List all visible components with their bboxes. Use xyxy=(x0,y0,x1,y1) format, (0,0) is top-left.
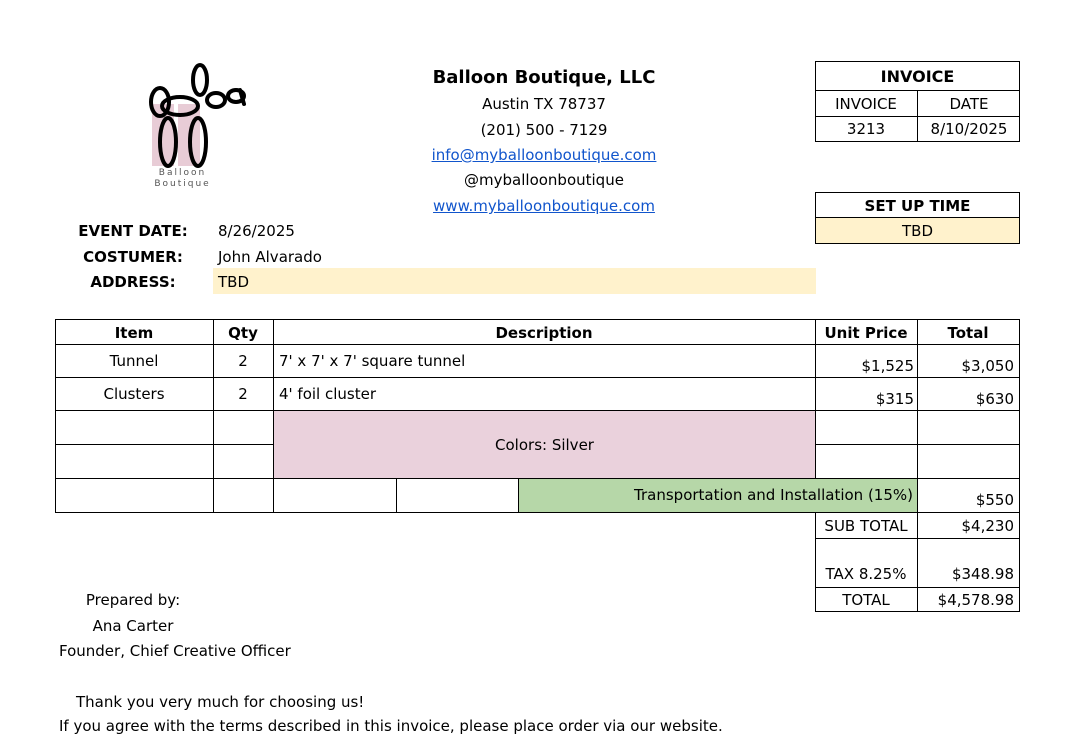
col-header-total: Total xyxy=(947,324,989,342)
setup-time-value: TBD xyxy=(901,222,933,240)
footer-terms: If you agree with the terms described in this invoice, please place order via our website. xyxy=(59,717,723,735)
row-item: Tunnel xyxy=(109,352,159,370)
row-total: $3,050 xyxy=(961,357,1014,375)
tax-value: $348.98 xyxy=(951,565,1014,583)
colors-note: Colors: Silver xyxy=(495,436,594,454)
row-unit-price: $315 xyxy=(875,390,914,408)
row-description: 7' x 7' x 7' square tunnel xyxy=(279,352,466,370)
prepared-by-name: Ana Carter xyxy=(92,617,174,635)
address-value: TBD xyxy=(218,273,250,291)
col-header-unit-price: Unit Price xyxy=(824,324,908,342)
company-logo xyxy=(140,60,250,192)
company-name: Balloon Boutique, LLC xyxy=(432,67,656,88)
invoice-date-label: DATE xyxy=(949,95,989,113)
company-website-link[interactable]: www.myballoonboutique.com xyxy=(433,197,655,215)
transport-total: $550 xyxy=(975,491,1014,509)
row-qty: 2 xyxy=(238,352,248,370)
footer-thanks: Thank you very much for choosing us! xyxy=(76,693,365,711)
event-date-label: EVENT DATE: xyxy=(78,222,188,240)
prepared-by-label: Prepared by: xyxy=(85,591,181,609)
address-highlight xyxy=(213,268,816,294)
customer-label: COSTUMER: xyxy=(83,248,183,266)
logo-text-balloon: Balloon xyxy=(158,168,207,178)
col-header-description: Description xyxy=(495,324,593,342)
address-label: ADDRESS: xyxy=(90,273,176,291)
col-header-qty: Qty xyxy=(228,324,258,342)
event-date-value: 8/26/2025 xyxy=(218,222,295,240)
row-total: $630 xyxy=(975,390,1014,408)
total-value: $4,578.98 xyxy=(937,591,1014,609)
setup-time-title: SET UP TIME xyxy=(864,197,971,215)
prepared-by-title: Founder, Chief Creative Officer xyxy=(59,642,291,660)
subtotal-value: $4,230 xyxy=(961,517,1014,535)
row-item: Clusters xyxy=(103,385,165,403)
invoice-number-value: 3213 xyxy=(846,120,886,138)
invoice-number-label: INVOICE xyxy=(835,95,897,113)
company-email-link[interactable]: info@myballoonboutique.com xyxy=(431,146,657,164)
tax-label: TAX 8.25% xyxy=(825,565,907,583)
col-header-item: Item xyxy=(114,324,154,342)
company-handle: @myballoonboutique xyxy=(464,171,624,189)
subtotal-label: SUB TOTAL xyxy=(824,517,908,535)
row-unit-price: $1,525 xyxy=(861,357,914,375)
transport-label: Transportation and Installation (15%) xyxy=(634,486,913,504)
logo-text-boutique: Boutique xyxy=(154,179,211,189)
invoice-date-value: 8/10/2025 xyxy=(930,120,1008,138)
company-city: Austin TX 78737 xyxy=(482,95,606,113)
row-description: 4' foil cluster xyxy=(279,385,377,403)
invoice-box-title: INVOICE xyxy=(880,67,955,86)
company-phone: (201) 500 - 7129 xyxy=(480,121,608,139)
row-qty: 2 xyxy=(238,385,248,403)
total-label: TOTAL xyxy=(842,591,890,609)
customer-value: John Alvarado xyxy=(218,248,322,266)
